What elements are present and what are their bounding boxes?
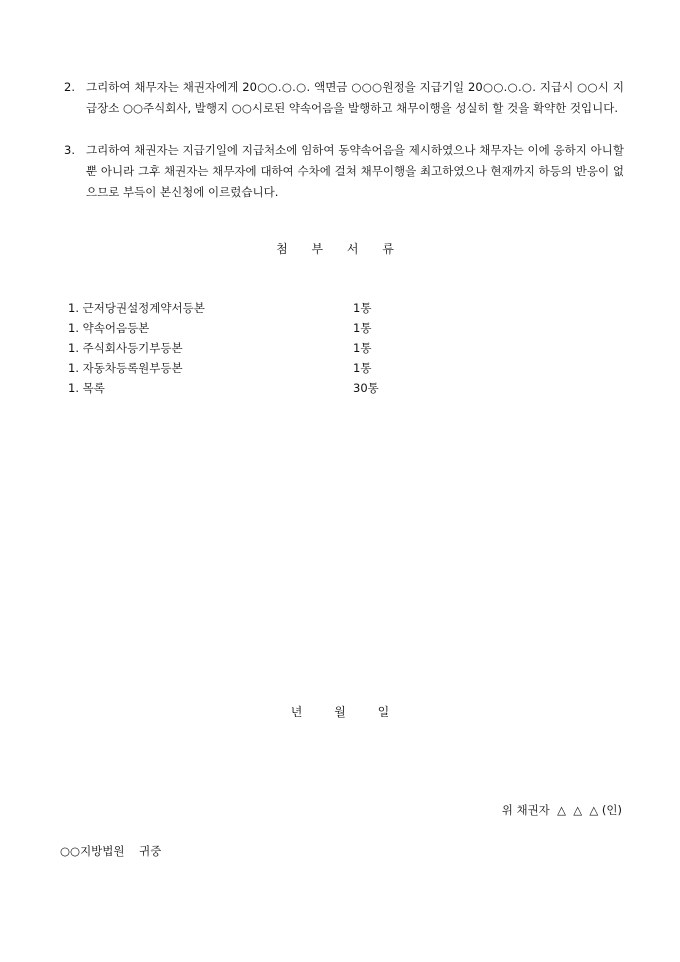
attachment-item (68, 360, 468, 380)
paragraph-number: 2. (64, 80, 75, 94)
attachment-item (68, 300, 468, 320)
attachment-qty: 30통 (353, 381, 379, 395)
attachment-qty: 1통 (353, 301, 372, 315)
attachments-heading: 첨 부 서 류 (276, 242, 404, 256)
attachment-item (68, 340, 468, 360)
date-line: 년 월 일 (290, 705, 390, 719)
attachment-item (68, 320, 468, 340)
attachment-qty: 1통 (353, 341, 372, 355)
attachment-label: 1. 약속어음등본 (68, 321, 150, 335)
court-addressee: ○○지방법원 귀중 (60, 844, 162, 858)
attachment-qty: 1통 (353, 321, 372, 335)
signer-line: 위 채권자 △ △ △ (인) (501, 803, 622, 817)
attachment-label: 1. 자동차등록원부등본 (68, 361, 183, 375)
attachment-label: 1. 목록 (68, 381, 105, 395)
paragraph-text: 그리하여 채무자는 채권자에게 20○○.○.○. 액면금 ○○○원정을 지급기일 20○○.○.○. 지급시 ○○시 지급장소 ○○주식회사, 발행지 ○○시로된 약속어음을 발행하고 채무이행을 성실히 할 것을 확약한 것입니다. (86, 80, 624, 115)
attachment-qty: 1통 (353, 361, 372, 375)
paragraph-text: 그리하여 채권자는 지급기일에 지급처소에 임하여 동약속어음을 제시하였으나 채무자는 이에 응하지 아니할 뿐 아니라 그후 채권자는 채무자에 대하여 수차에 걸쳐 채무이행을 최고하였으나 현재까지 하등의 반응이 없으므로 부득이 본신청에 이르렀습니다. (86, 143, 624, 199)
attachment-label: 1. 주식회사등기부등본 (68, 341, 183, 355)
attachment-item (68, 380, 468, 400)
attachment-label: 1. 근저당권설정계약서등본 (68, 301, 205, 315)
paragraph-2 (64, 77, 624, 119)
paragraph-number: 3. (64, 143, 75, 157)
paragraph-3 (64, 140, 624, 203)
